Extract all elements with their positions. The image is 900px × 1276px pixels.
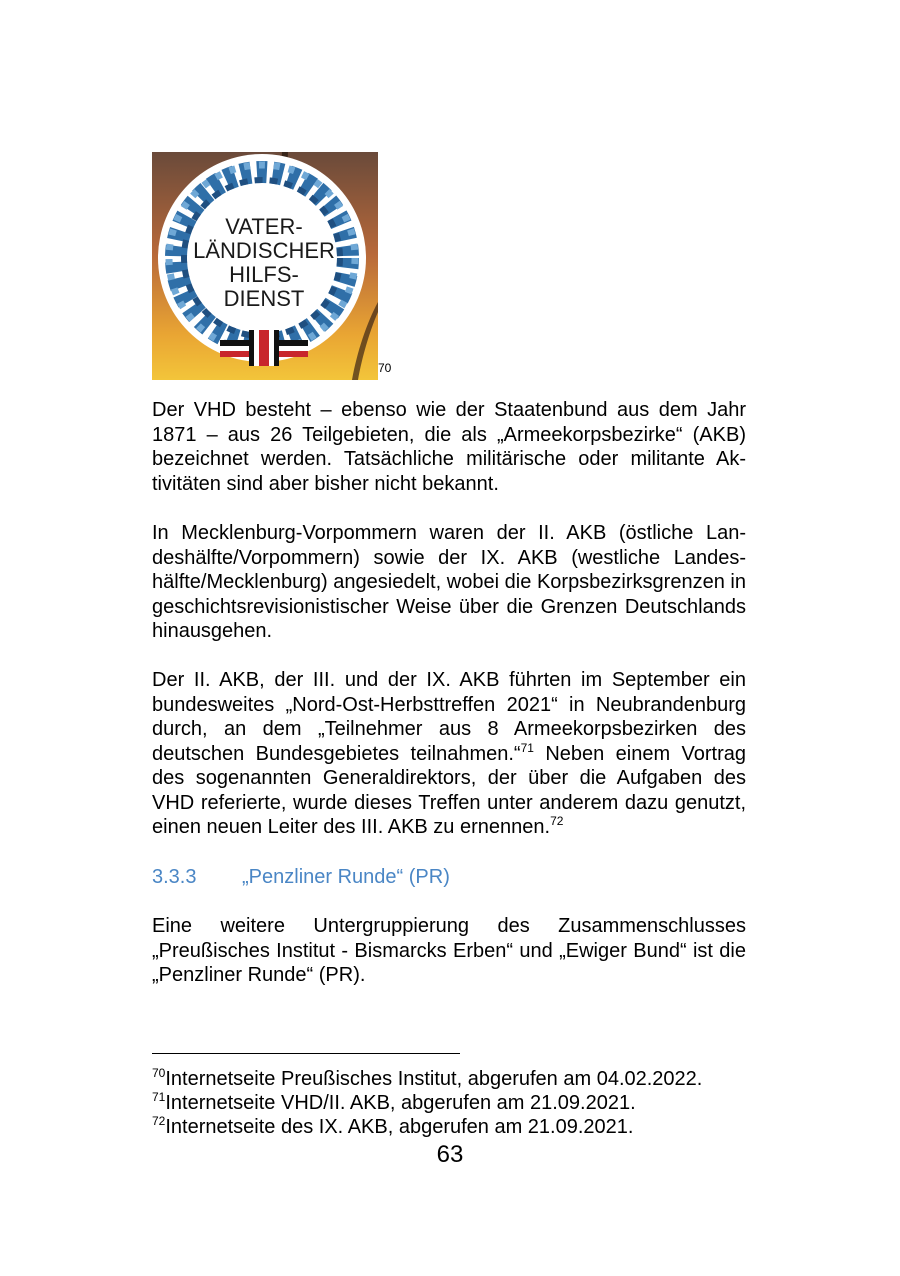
logo-line-3: HILFS- <box>229 262 299 287</box>
footnote-mark: 71 <box>152 1090 166 1104</box>
logo-line-4: DIENST <box>223 286 305 311</box>
figure-footnote-ref: 70 <box>378 361 392 375</box>
footnote-text: Internetseite Preußisches Institut, abgerufen am 04.02.2022. <box>165 1068 703 1090</box>
paragraph-mecklenburg: In Mecklenburg-Vorpommern waren der II. AKB (östliche Landeshälfte/Vorpommern) sowie der IX. AKB (westliche Landeshälfte/Mecklenburg) angesiedelt, wobei die Korpsbezirksgrenzen in geschichtsrevisionistischer Weise über die Grenzen Deutschlands hinausgehen. <box>152 522 746 642</box>
logo-line-2: LÄNDISCHER <box>193 238 335 263</box>
paragraph-penzliner-runde: Eine weitere Untergruppierung des Zusammenschlusses „Preußisches Institut - Bismarcks Erben“ und „Ewiger Bund“ ist die „Penzliner Runde“ (PR). <box>152 915 746 986</box>
paragraph-vhd-structure: Der VHD besteht – ebenso wie der Staatenbund aus dem Jahr 1871 – aus 26 Teilgebieten, die als „Armeekorpsbezirke“ (AKB) bezeichnet werden. Tatsächliche militärische oder militante Aktivitäten sind aber bisher nicht bekannt. <box>152 399 746 495</box>
paragraph-text: Neben einem Vortrag des sogenannten Generaldirektors, der über die Aufgaben des VHD referierte, wurde dieses Treffen unter anderem dazu genutzt, einen neuen Leiter des III. AKB zu ernennen. <box>152 742 746 838</box>
footnote-ref-72: 72 <box>550 814 564 828</box>
section-heading <box>152 864 450 890</box>
footnote-70 <box>152 1067 772 1091</box>
vhd-logo-image <box>152 152 378 380</box>
footnote-72 <box>152 1115 772 1139</box>
section-number: 3.3.3 <box>152 866 197 888</box>
paragraph-text: Der II. AKB, der III. und der IX. AKB führten im September ein bundesweites „Nord-Ost-Herbsttreffen 2021“ in Neubrandenburg durch, an dem „Teilnehmer aus 8 Armeekorpsbezirken des deutschen Bundesgebietes teilnahmen.“ <box>152 669 746 765</box>
footnote-divider <box>152 1053 460 1054</box>
footnote-text: Internetseite des IX. AKB, abgerufen am 21.09.2021. <box>165 1116 634 1138</box>
footnote-71 <box>152 1091 772 1115</box>
section-title: „Penzliner Runde“ (PR) <box>242 866 450 888</box>
footnotes <box>152 1067 772 1139</box>
footnote-ref-71: 71 <box>520 740 534 755</box>
footnote-text: Internetseite VHD/II. AKB, abgerufen am 21.09.2021. <box>165 1092 636 1114</box>
footnote-mark: 70 <box>152 1066 166 1080</box>
footnote-mark: 72 <box>152 1114 166 1128</box>
page-number: 63 <box>436 1141 464 1168</box>
paragraph-herbsttreffen <box>152 668 746 840</box>
logo-line-1: VATER- <box>225 214 303 239</box>
vhd-wreath-emblem <box>152 152 378 380</box>
